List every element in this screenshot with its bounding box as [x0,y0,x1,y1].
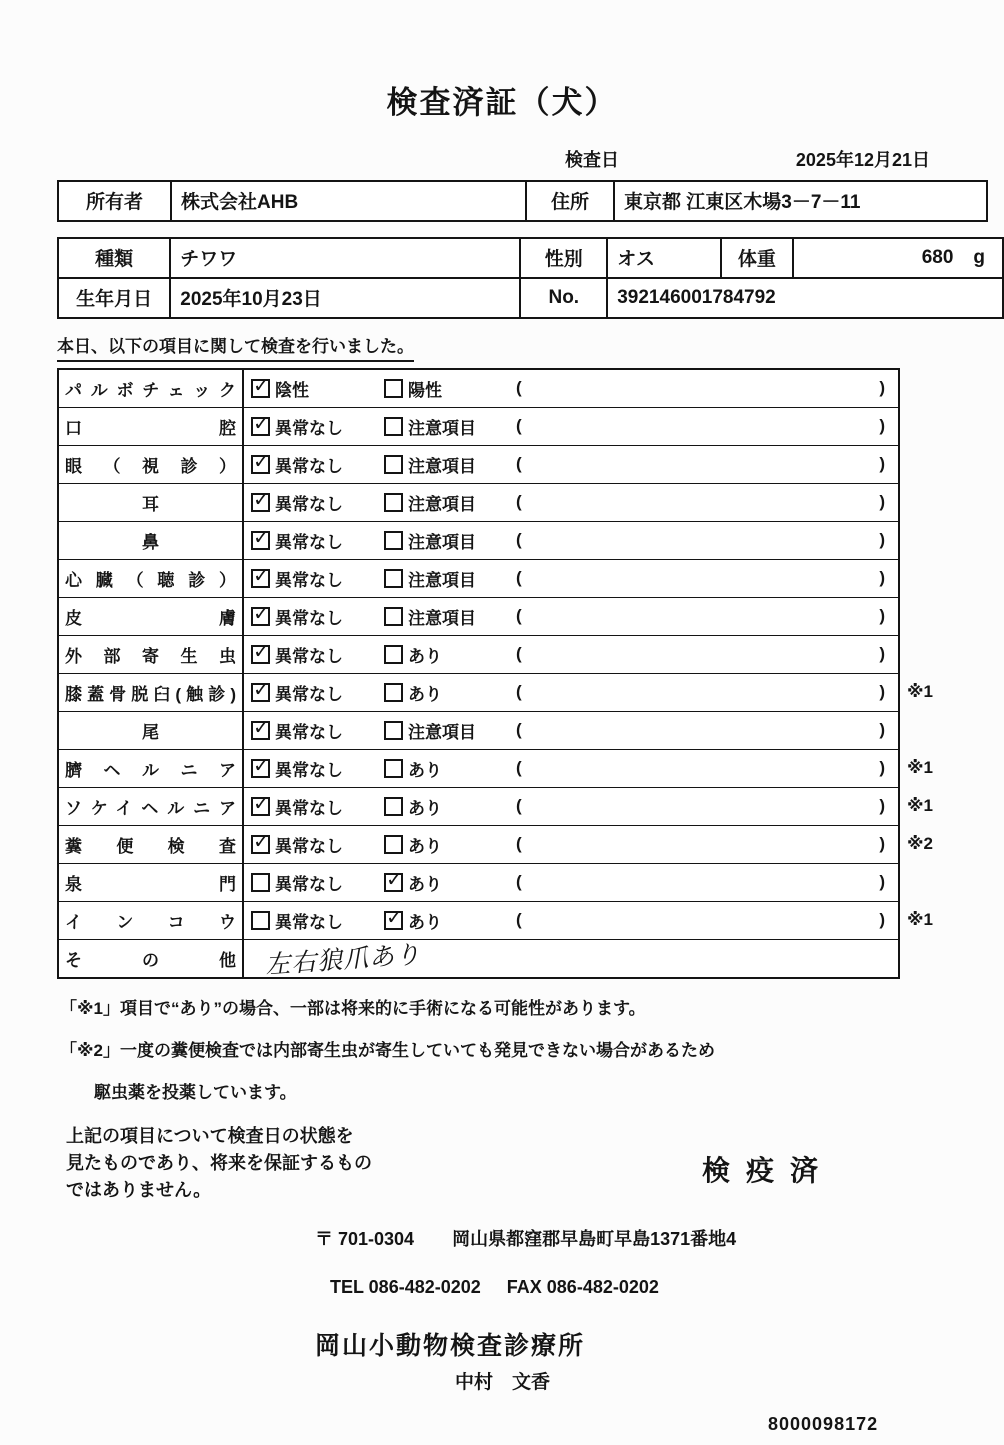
exam-row [59,635,898,673]
paren-open: ( [516,682,522,702]
checkbox-label: あり [408,874,442,894]
paren-close: ) [879,568,885,588]
paren-open: ( [516,758,522,778]
exam-item-cell [59,674,244,711]
paren-open: ( [516,872,522,892]
unchecked-checkbox-icon [384,569,403,588]
checkbox-label: 注意項目 [408,456,476,476]
paren-close: ) [879,492,885,512]
checkbox-label: 注意項目 [408,494,476,514]
paren-close: ) [879,644,885,664]
exam-result-cell [244,864,898,901]
footnote-mark: ※2 [907,834,933,854]
unchecked-checkbox-icon [384,645,403,664]
checkbox-option [251,490,384,515]
remarks-parentheses [516,872,898,892]
exam-item-cell [59,560,244,597]
checked-checkbox-icon [251,683,270,702]
checkbox-option [251,756,384,781]
intro-text: 本日、以下の項目に関して検査を行いました。 [57,332,414,362]
breed-value-cell: チワワ [170,238,520,278]
inspection-date-value: 2025年12月21日 [795,149,930,170]
document-title: 検査済証（犬） [386,84,618,120]
checked-checkbox-icon [251,645,270,664]
checkbox-label: 異常なし [275,608,343,628]
remarks-parentheses [516,910,898,930]
footnote-mark: ※1 [907,758,933,778]
owner-label-cell: 所有者 [58,181,171,221]
paren-close: ) [879,758,885,778]
checkbox-label: 異常なし [275,798,343,818]
checked-checkbox-icon [251,835,270,854]
remarks-parentheses [516,378,898,398]
exam-item-cell [59,864,244,901]
checked-checkbox-icon [384,911,403,930]
exam-item-label: 糞便検査 [65,836,236,856]
exam-item-cell [59,598,244,635]
paren-close: ) [879,720,885,740]
checkbox-option [384,452,516,477]
footnote-mark: ※1 [907,682,933,702]
exam-table [57,368,933,980]
footnote-mark: ※1 [907,910,933,930]
checkbox-option [384,376,516,401]
postal-code: 〒 701-0304 [315,1228,415,1249]
checkbox-option [251,642,384,667]
veterinarian-name: 中村 文香 [455,1371,551,1393]
weight-value-cell [793,238,1003,278]
exam-item-cell [59,484,244,521]
paren-open: ( [516,834,522,854]
exam-item-cell [59,750,244,787]
exam-result-cell [244,636,898,673]
exam-row [59,483,898,521]
exam-item-label: 心臓（聴診） [65,570,236,590]
checkbox-label: あり [408,646,442,666]
exam-item-label: インコウ [65,912,236,932]
exam-result-cell [244,522,898,559]
birth-value-cell: 2025年10月23日 [170,278,520,318]
exam-item-label: パルボチェック [65,380,236,400]
checked-checkbox-icon [251,721,270,740]
checkbox-option [384,756,516,781]
checkbox-option [251,414,384,439]
exam-item-label: 鼻 [142,532,159,552]
quarantine-stamp: 検疫済 [702,1154,835,1186]
checkbox-label: 異常なし [275,836,343,856]
checkbox-option [384,718,516,743]
checkbox-label: あり [408,798,442,818]
footnote-2-line1: 「※2」一度の糞便検査では内部寄生虫が寄生していても発見できない場合があるため [60,1040,715,1060]
checkbox-option [384,604,516,629]
address-label-cell: 住所 [526,181,614,221]
exam-item-label: ソケイヘルニア [65,798,236,818]
checkbox-option [384,794,516,819]
checkbox-label: あり [408,684,442,704]
checkbox-label: 異常なし [275,532,343,552]
checkbox-label: 異常なし [275,646,343,666]
unchecked-checkbox-icon [384,835,403,854]
checked-checkbox-icon [251,493,270,512]
exam-row [59,749,933,787]
disclaimer-line-2: 見たものであり、将来を保証するもの [66,1152,372,1173]
checkbox-option [251,376,384,401]
inspection-date-row [57,146,930,172]
checkbox-option [384,490,516,515]
exam-item-cell [59,788,244,825]
paren-open: ( [516,796,522,816]
paren-close: ) [879,530,885,550]
checkbox-label: あり [408,912,442,932]
certificate-document [0,21,1004,1435]
checkbox-option [384,908,516,933]
paren-open: ( [516,530,522,550]
exam-row [59,939,898,980]
checkbox-label: 異常なし [275,494,343,514]
checkbox-label: 異常なし [275,874,343,894]
checkbox-label: 異常なし [275,722,343,742]
remarks-parentheses [516,720,898,740]
exam-result-cell [244,560,898,597]
checkbox-option [384,870,516,895]
checkbox-label: 注意項目 [408,532,476,552]
checkbox-label: 異常なし [275,760,343,780]
checked-checkbox-icon [251,379,270,398]
checkbox-label: 異常なし [275,912,343,932]
paren-open: ( [516,720,522,740]
remarks-parentheses [516,796,898,816]
footnote-mark: ※1 [907,796,933,816]
paren-close: ) [879,606,885,626]
exam-item-label: 泉門 [65,874,236,894]
checkbox-option [251,832,384,857]
disclaimer-and-stamp [66,1123,1004,1209]
unchecked-checkbox-icon [384,721,403,740]
paren-close: ) [879,416,885,436]
checkbox-option [251,718,384,743]
checkbox-option [251,452,384,477]
sex-label-cell: 性別 [520,238,607,278]
exam-result-cell [244,712,898,749]
exam-row [59,445,898,483]
checked-checkbox-icon [251,455,270,474]
checkbox-option [251,604,384,629]
clinic-phone-row [330,1277,1004,1298]
exam-result-cell [244,484,898,521]
exam-item-cell [59,370,244,407]
checkbox-label: 陽性 [408,380,442,400]
paren-open: ( [516,454,522,474]
paren-open: ( [516,416,522,436]
paren-open: ( [516,378,522,398]
remarks-parentheses [516,492,898,512]
intro-line [57,332,1004,362]
unchecked-checkbox-icon [384,531,403,550]
clinic-fax: FAX 086-482-0202 [506,1276,659,1297]
checkbox-option [384,832,516,857]
disclaimer [66,1123,496,1204]
checkbox-option [251,528,384,553]
checkbox-label: 注意項目 [408,608,476,628]
remarks-parentheses [516,834,898,854]
exam-item-cell [59,408,244,445]
exam-row [59,863,898,901]
exam-item-cell [59,446,244,483]
exam-row [59,407,898,445]
checked-checkbox-icon [251,759,270,778]
exam-result-cell [244,939,898,980]
checked-checkbox-icon [251,607,270,626]
footnote-2-line2: 駆虫薬を投薬しています。 [94,1082,297,1102]
remarks-parentheses [516,758,898,778]
exam-item-cell [59,712,244,749]
exam-item-label: 耳 [142,494,159,514]
paren-open: ( [516,492,522,512]
checked-checkbox-icon [251,797,270,816]
inspection-date-label: 検査日 [565,149,619,170]
checkbox-option [384,414,516,439]
owner-value-cell: 株式会社AHB [171,181,526,221]
exam-item-cell [59,636,244,673]
paren-open: ( [516,644,522,664]
unchecked-checkbox-icon [384,379,403,398]
clinic-name: 岡山小動物検査診療所 [315,1331,586,1360]
weight-unit: g [973,246,985,268]
exam-row [59,597,898,635]
exam-item-label: 尾 [142,722,159,742]
checkbox-label: 異常なし [275,570,343,590]
unchecked-checkbox-icon [384,493,403,512]
checked-checkbox-icon [251,417,270,436]
checkbox-label: 異常なし [275,684,343,704]
remarks-parentheses [516,644,898,664]
remarks-parentheses [516,530,898,550]
unchecked-checkbox-icon [384,683,403,702]
exam-item-label: 膝蓋骨脱臼(触診) [65,684,236,704]
exam-result-cell [244,674,898,711]
unchecked-checkbox-icon [384,455,403,474]
exam-item-label: 皮膚 [65,608,236,628]
checkbox-label: 異常なし [275,418,343,438]
exam-item-cell [59,826,244,863]
checkbox-option [384,642,516,667]
pet-info-table [57,237,1004,319]
exam-row [59,901,933,939]
checkbox-option [384,566,516,591]
paren-close: ) [879,834,885,854]
checkbox-option [251,680,384,705]
paren-open: ( [516,606,522,626]
breed-label-cell: 種類 [58,238,170,278]
exam-result-cell [244,370,898,407]
unchecked-checkbox-icon [251,911,270,930]
checkbox-option [251,566,384,591]
checkbox-option [384,528,516,553]
clinic-address: 岡山県都窪郡早島町早島1371番地4 [452,1228,737,1249]
unchecked-checkbox-icon [384,607,403,626]
checked-checkbox-icon [384,873,403,892]
checkbox-option [251,870,384,895]
remarks-parentheses [516,416,898,436]
disclaimer-line-3: ではありません。 [66,1179,212,1200]
remarks-parentheses [516,606,898,626]
paren-close: ) [879,682,885,702]
remarks-parentheses [516,682,898,702]
exam-item-label: 臍ヘルニア [65,760,236,780]
no-value-cell: 392146001784792 [607,278,1003,318]
exam-result-cell [244,408,898,445]
exam-row [59,711,898,749]
owner-info-table [57,180,988,222]
exam-result-cell [244,598,898,635]
checkbox-label: 異常なし [275,456,343,476]
paren-close: ) [879,872,885,892]
paren-open: ( [516,910,522,930]
exam-item-label: 外部寄生虫 [65,646,236,666]
weight-label-cell: 体重 [721,238,793,278]
exam-result-cell [244,826,898,863]
exam-item-cell [59,902,244,939]
exam-result-cell [244,902,898,939]
exam-row [59,673,933,711]
exam-item-cell [59,522,244,559]
checked-checkbox-icon [251,569,270,588]
checkbox-label: 注意項目 [408,722,476,742]
checkbox-label: あり [408,836,442,856]
unchecked-checkbox-icon [384,417,403,436]
paren-close: ) [879,378,885,398]
paren-close: ) [879,796,885,816]
footnote-1: 「※1」項目で“あり”の場合、一部は将来的に手術になる可能性があります。 [60,998,646,1018]
clinic-tel: TEL 086-482-0202 [330,1276,481,1297]
unchecked-checkbox-icon [384,759,403,778]
checkbox-label: 注意項目 [408,418,476,438]
exam-row [59,787,933,825]
exam-row [59,370,898,407]
exam-row [59,559,898,597]
exam-item-cell [59,940,244,977]
unchecked-checkbox-icon [251,873,270,892]
exam-table-body [57,368,933,980]
exam-item-label: 口腔 [65,418,236,438]
weight-number: 680 [921,246,954,268]
checkbox-option [384,680,516,705]
checkbox-label: あり [408,760,442,780]
checkbox-label: 陰性 [275,380,309,400]
checkbox-option [251,908,384,933]
exam-row [59,825,933,863]
handwritten-note: 左右狼爪あり [264,939,422,980]
exam-row [59,521,898,559]
sex-value-cell: オス [607,238,721,278]
birth-label-cell: 生年月日 [58,278,170,318]
weight-value-wrap [803,247,993,269]
paren-open: ( [516,568,522,588]
checked-checkbox-icon [251,531,270,550]
paren-close: ) [879,454,885,474]
footnotes [60,996,1004,1105]
remarks-parentheses [516,454,898,474]
remarks-parentheses [516,568,898,588]
exam-result-cell [244,788,898,825]
exam-item-label: その他 [65,950,236,970]
disclaimer-line-1: 上記の項目について検査日の状態を [66,1125,354,1146]
checkbox-label: 注意項目 [408,570,476,590]
address-value-cell: 東京都 江東区木場3－7－11 [614,181,987,221]
no-label-cell: No. [520,278,607,318]
unchecked-checkbox-icon [384,797,403,816]
paren-close: ) [879,910,885,930]
clinic-postal-row [315,1225,1004,1251]
checkbox-option [251,794,384,819]
exam-result-cell [244,750,898,787]
serial-number: 8000098172 [768,1413,879,1434]
exam-result-cell [244,446,898,483]
exam-item-label: 眼（視診） [65,456,236,476]
